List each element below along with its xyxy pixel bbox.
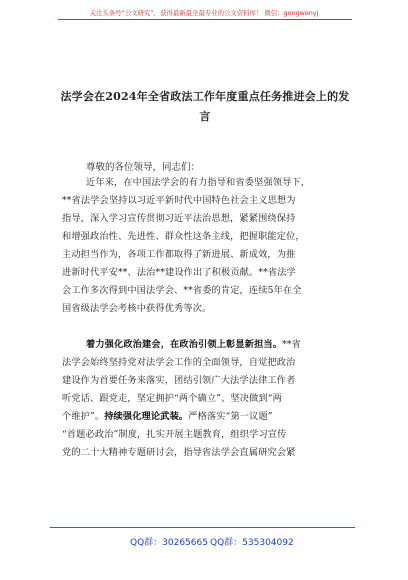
paragraph2-line: 建设作为首要任务来落实，团结引领广大法学法律工作者 [62,375,296,386]
paragraph1-line: 指导，深入学习宣传贯彻习近平法治思想，紧紧围绕保持 [62,213,296,224]
paragraph2-text: 严格落实“第一议题” [188,411,273,422]
paragraph2-line: “首题必政治”制度，扎实开展主题教育，组织学习宣传 [62,429,287,440]
document-title-line-2: 言 [199,110,211,123]
paragraph2-text: 个维护”。 [62,411,105,422]
paragraph2-line-1 [86,338,301,351]
paragraph1-line: 近年来，在中国法学会的有力指导和省委坚强领导下， [86,177,311,188]
paragraph2-line: 党的二十大精神专题研讨会，指导省法学会直属研究会紧 [62,447,296,458]
footer-qq-group-1: QQ群：30265665 [130,538,208,548]
banner-divider [58,19,352,20]
section-heading: 着力强化政治建会，在政治引领上彰显新担当。 [86,339,283,350]
paragraph2-line: 法学会始终坚持党对法学会工作的全面领导，自觉把政治 [62,357,296,368]
subsection-heading: 持续强化理论武装。 [104,411,189,422]
paragraph1-line: **省法学会坚持以习近平新时代中国特色社会主义思想为 [62,195,296,206]
paragraph1-line: 会工作多次得到中国法学会、**省委的肯定，连续5年在全 [62,285,302,296]
footer-divider [50,527,355,528]
banner-text: 关注头条号“公文研究”，获得最新最全最专业的公文资料库！ 微信：gongwenyj [89,9,319,17]
paragraph1-line: 国省级法学会考核中获得优秀等次。 [62,303,212,314]
paragraph2-line-5 [62,410,273,423]
paragraph2-line: 听党话、跟党走，坚定拥护“两个确立”、坚决做到“两 [62,393,282,404]
footer-qq-group-2: QQ群：535304092 [210,538,294,548]
paragraph1-line: 进新时代平安**、法治**建设作出了积极贡献。**省法学 [62,267,296,278]
paragraph1-line: 主动担当作为，各项工作都取得了新进展、新成效，为推 [62,249,296,260]
paragraph2-text: **省 [282,339,301,350]
salutation: 尊敬的各位领导，同志们： [86,162,201,173]
document-title-line-1: 法学会在2024年全省政法工作年度重点任务推进会上的发 [60,90,350,103]
paragraph1-line: 和增强政治性、先进性、群众性这条主线，把握职能定位， [62,231,305,242]
